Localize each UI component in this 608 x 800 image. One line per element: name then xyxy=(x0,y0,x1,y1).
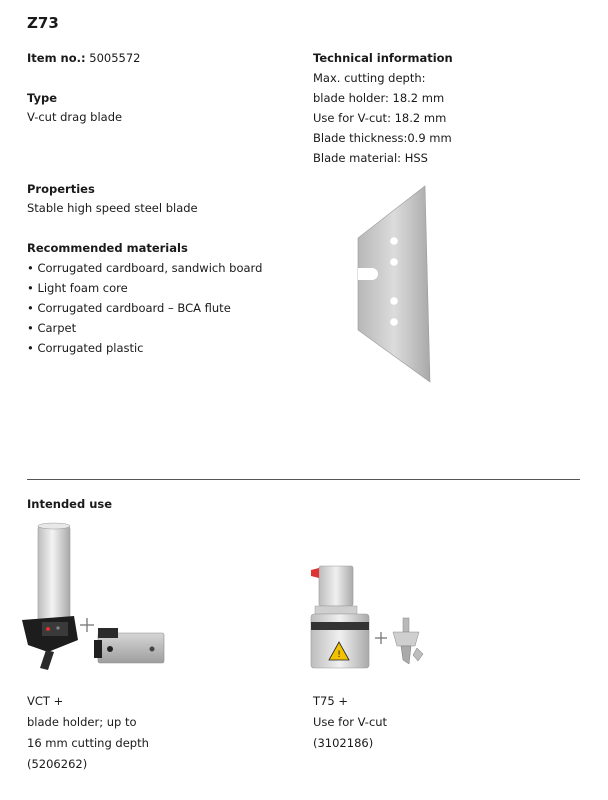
item-number-value: 5005572 xyxy=(89,51,141,65)
blade-image xyxy=(350,180,440,390)
caption-line: blade holder; up to xyxy=(27,715,137,729)
list-item: • Carpet xyxy=(27,318,262,338)
t75-tool-image xyxy=(305,560,440,675)
svg-text:!: ! xyxy=(337,650,341,660)
tech-line: Max. cutting depth: xyxy=(313,71,426,85)
caption-line: T75 + xyxy=(313,694,348,708)
tech-line: Blade material: HSS xyxy=(313,151,428,165)
type-heading: Type xyxy=(27,91,58,105)
caption-line: VCT + xyxy=(27,694,64,708)
list-item: • Corrugated cardboard – BCA flute xyxy=(27,298,262,318)
caption-line: (5206262) xyxy=(27,757,88,771)
materials-list xyxy=(27,258,262,358)
list-item: • Corrugated plastic xyxy=(27,338,262,358)
tech-heading: Technical information xyxy=(313,51,453,65)
type-value: V-cut drag blade xyxy=(27,110,123,124)
product-title: Z73 xyxy=(27,14,59,32)
list-item: • Corrugated cardboard, sandwich board xyxy=(27,258,262,278)
caption-line: 16 mm cutting depth xyxy=(27,736,149,750)
properties-heading: Properties xyxy=(27,182,95,196)
tech-line: Blade thickness:0.9 mm xyxy=(313,131,452,145)
item-number xyxy=(27,48,141,68)
tech-line: Use for V-cut: 18.2 mm xyxy=(313,111,447,125)
caption-line: (3102186) xyxy=(313,736,374,750)
tech-line: blade holder: 18.2 mm xyxy=(313,91,445,105)
intended-use-heading: Intended use xyxy=(27,497,113,511)
section-divider xyxy=(27,479,580,480)
list-item: • Light foam core xyxy=(27,278,262,298)
materials-heading: Recommended materials xyxy=(27,241,188,255)
tech-lines xyxy=(313,68,452,168)
vct-tool-image xyxy=(18,520,178,675)
properties-value: Stable high speed steel blade xyxy=(27,201,198,215)
item-number-label: Item no.: xyxy=(27,51,86,65)
caption-line: Use for V-cut xyxy=(313,715,388,729)
vct-caption xyxy=(27,691,149,775)
t75-caption xyxy=(313,691,387,754)
